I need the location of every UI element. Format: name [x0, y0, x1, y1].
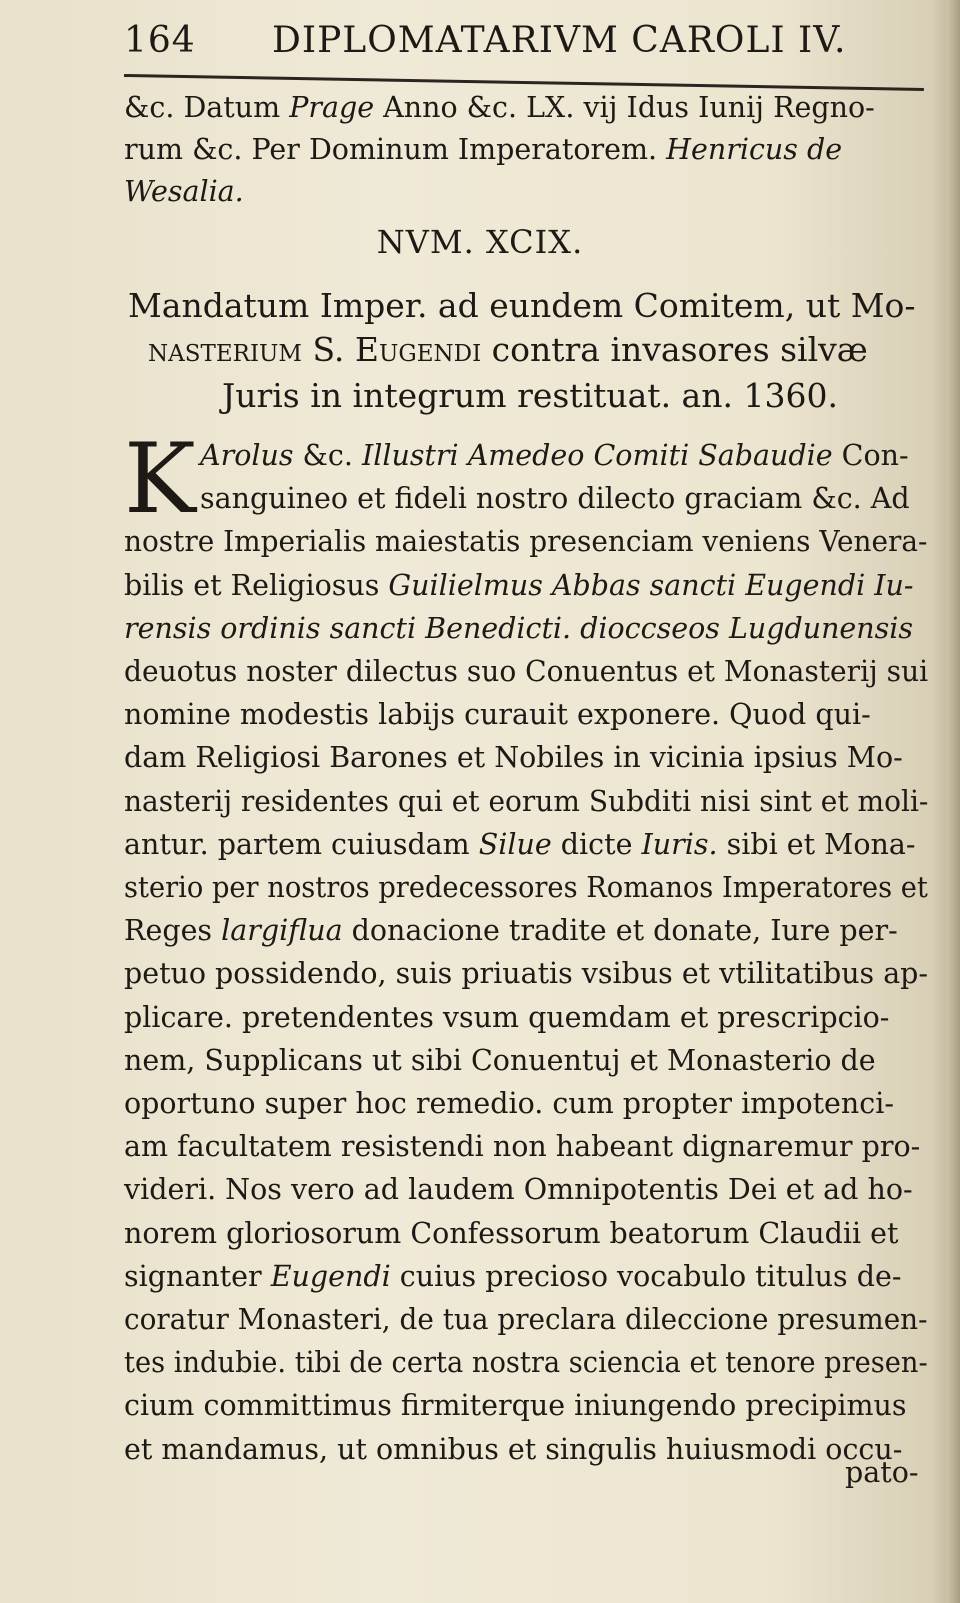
- text-segment: dicte: [551, 828, 642, 861]
- text-segment: Prage: [289, 91, 375, 124]
- page-number: 164: [124, 20, 196, 61]
- text-segment: Eugendi: [270, 1260, 391, 1293]
- text-segment: dam Religiosi Barones et Nobiles in vicinia ipsius Mo-: [124, 741, 903, 774]
- text-segment: Arolus: [200, 439, 294, 472]
- text-segment: Juris in integrum restituat. an. 1360.: [222, 376, 838, 415]
- text-segment: nasterij residentes qui et eorum Subditi nisi sint et moli-: [124, 785, 929, 818]
- text-line: [124, 1129, 920, 1165]
- text-segment: videri. Nos vero ad laudem Omnipotentis Dei et ad ho-: [124, 1173, 913, 1206]
- text-line: [124, 524, 927, 560]
- text-line: [124, 1259, 901, 1295]
- text-line: [124, 1302, 928, 1338]
- text-segment: et mandamus, ut omnibus et singulis huiusmodi occu-: [124, 1433, 903, 1466]
- text-line: [124, 90, 875, 126]
- text-segment: plicare. pretendentes vsum quemdam et prescripcio-: [124, 1001, 890, 1034]
- text-line: [124, 1086, 894, 1122]
- text-segment: tes indubie. tibi de certa nostra sciencia et tenore presen-: [124, 1346, 928, 1379]
- text-segment: sanguineo et fideli nostro dilecto graciam &c. Ad: [200, 482, 910, 515]
- text-segment: &c. Datum: [124, 91, 290, 124]
- text-segment: nomine modestis labijs curauit exponere. Quod qui-: [124, 698, 871, 731]
- document-number: NVM. XCIX.: [376, 223, 584, 261]
- text-segment: Silue: [478, 828, 552, 861]
- text-segment: Henricus de: [666, 133, 843, 166]
- text-segment: coratur Monasteri, de tua preclara dileccione presumen-: [124, 1303, 928, 1336]
- text-segment: Wesalia.: [124, 175, 244, 208]
- text-segment: signanter: [124, 1260, 271, 1293]
- title-line: [222, 376, 838, 416]
- text-line: [124, 1000, 889, 1036]
- text-segment: Anno &c. LX. vij Idus Iunij Regno-: [374, 91, 875, 124]
- text-segment: rum &c. Per Dominum Imperatorem.: [124, 133, 667, 166]
- text-segment: nostre Imperialis maiestatis presenciam veniens Venera-: [124, 525, 928, 558]
- text-segment: oportuno super hoc remedio. cum propter impotenci-: [124, 1087, 894, 1120]
- text-segment: cuius precioso vocabulo titulus de-: [390, 1260, 902, 1293]
- text-segment: antur. partem cuiusdam: [124, 828, 479, 861]
- text-segment: Iuris.: [641, 828, 718, 861]
- text-segment: Con-: [832, 439, 909, 472]
- text-segment: Guilielmus Abbas sancti Eugendi Iu-: [388, 569, 914, 602]
- text-segment: am facultatem resistendi non habeant dignaremur pro-: [124, 1130, 921, 1163]
- text-line: [124, 870, 928, 906]
- text-segment: donacione tradite et donate, Iure per-: [342, 914, 898, 947]
- text-line: [124, 654, 928, 690]
- text-segment: &c.: [293, 439, 362, 472]
- text-line: [124, 1216, 898, 1252]
- text-segment: petuo possidendo, suis priuatis vsibus et vtilitatibus ap-: [124, 957, 929, 990]
- text-segment: nem, Supplicans ut sibi Conuentuj et Monasterio de: [124, 1044, 876, 1077]
- text-line: [124, 784, 928, 820]
- text-line: [124, 1432, 902, 1468]
- text-line: [124, 956, 928, 992]
- text-segment: largiflua: [221, 914, 343, 947]
- text-line: [124, 611, 913, 647]
- text-segment: Reges: [124, 914, 222, 947]
- title-line: [148, 330, 868, 370]
- text-segment: contra invasores silvæ: [481, 330, 868, 369]
- text-line: [124, 697, 871, 733]
- text-segment: sterio per nostros predecessores Romanos Imperatores et: [124, 871, 928, 904]
- text-line: [124, 174, 244, 210]
- text-line: [124, 827, 915, 863]
- text-segment: S.: [301, 330, 355, 369]
- text-segment: Eugendi: [354, 330, 482, 369]
- text-line: [124, 1043, 876, 1079]
- text-segment: Mandatum Imper. ad eundem Comitem, ut Mo-: [128, 286, 916, 325]
- drop-cap: K: [124, 423, 196, 535]
- header-rule: [124, 74, 924, 91]
- text-line: [200, 481, 910, 517]
- text-segment: nasterium: [148, 330, 302, 369]
- text-line: [124, 1388, 907, 1424]
- text-line: [124, 1345, 928, 1381]
- text-line: [124, 132, 842, 168]
- text-segment: cium committimus firmiterque iniungendo precipimus: [124, 1389, 907, 1422]
- text-line: [124, 913, 898, 949]
- text-line: [124, 568, 914, 604]
- text-segment: deuotus noster dilectus suo Conuentus et Monasterij sui: [124, 655, 929, 688]
- text-segment: bilis et Religiosus: [124, 569, 389, 602]
- catchword: pato-: [845, 1456, 919, 1489]
- text-segment: Illustri Amedeo Comiti Sabaudie: [361, 439, 833, 472]
- text-segment: rensis ordinis sancti Benedicti. dioccseos Lugdunensis: [124, 612, 914, 645]
- text-line: [124, 740, 903, 776]
- text-line: [200, 438, 909, 474]
- text-line: [124, 1172, 913, 1208]
- text-segment: sibi et Mona-: [717, 828, 916, 861]
- running-header: [122, 20, 912, 66]
- running-title: DIPLOMATARIVM CAROLI IV.: [272, 20, 847, 61]
- text-segment: norem gloriosorum Confessorum beatorum Claudii et: [124, 1217, 899, 1250]
- title-line: [128, 286, 916, 326]
